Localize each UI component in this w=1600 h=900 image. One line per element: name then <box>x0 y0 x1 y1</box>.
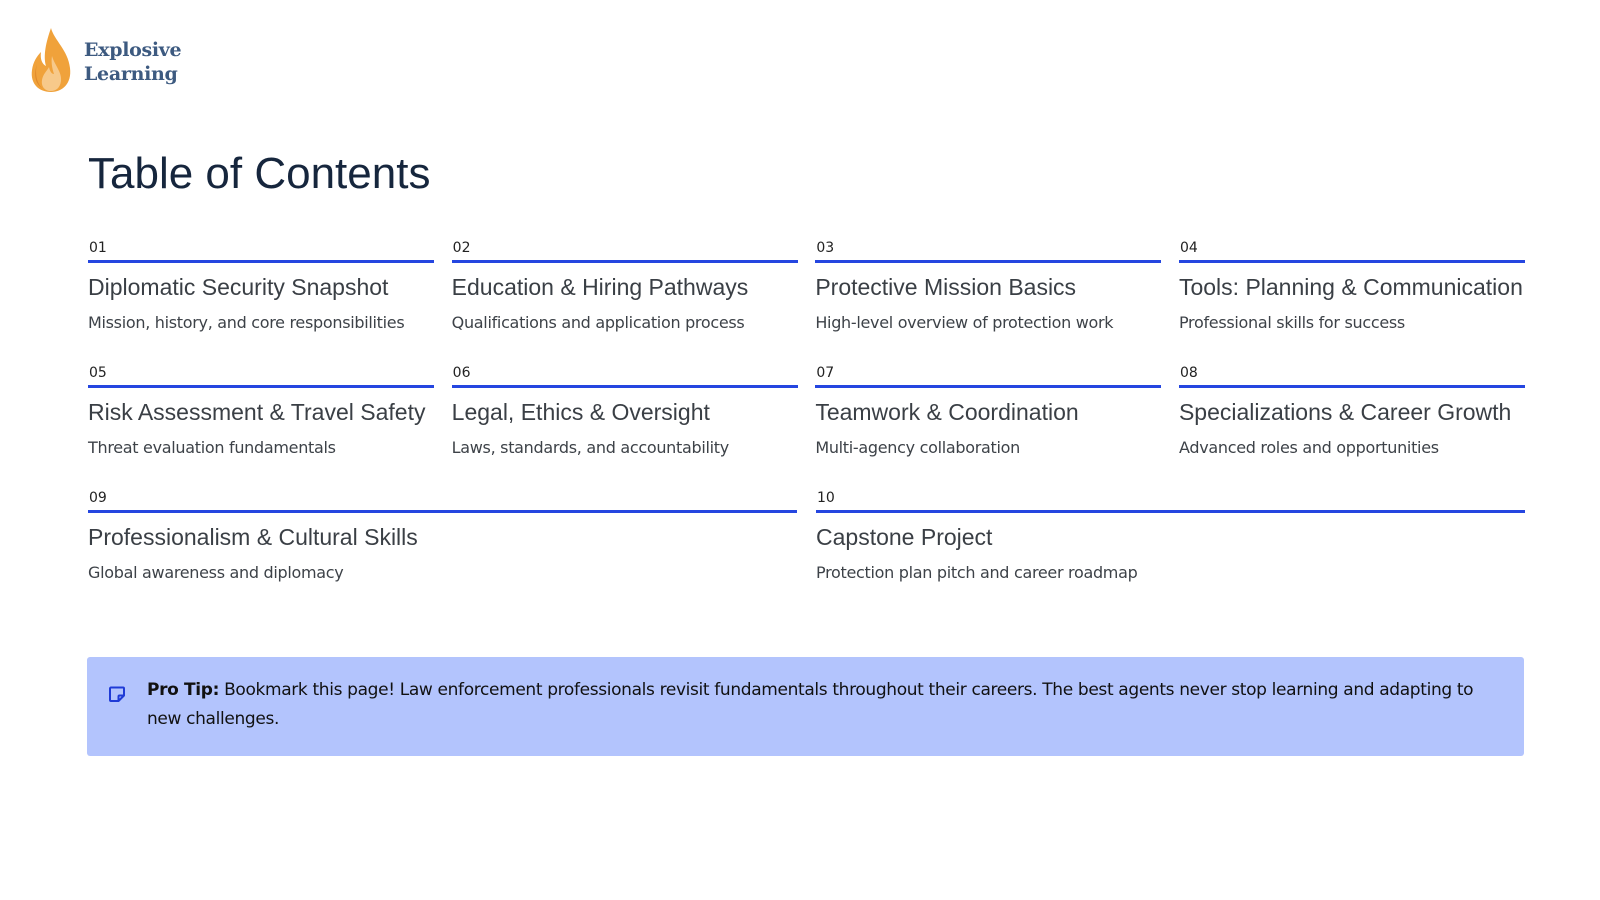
brand-name <box>84 34 181 86</box>
section-description: Global awareness and diplomacy <box>88 563 344 582</box>
section-divider <box>815 260 1161 263</box>
pro-tip-text <box>147 676 1484 734</box>
section-description: Qualifications and application process <box>451 313 745 332</box>
section-description: Threat evaluation fundamentals <box>88 438 336 457</box>
toc-item-07[interactable] <box>815 365 1161 458</box>
pro-tip-body: Bookmark this page! Law enforcement professionals revisit fundamentals throughout their careers. The best agents never stop learning and adapting to new challenges. <box>147 680 1474 729</box>
section-description: Laws, standards, and accountability <box>451 438 729 457</box>
toc-item-02[interactable] <box>452 240 798 333</box>
section-title: Protective Mission Basics <box>815 274 1077 300</box>
section-title: Risk Assessment & Travel Safety <box>88 399 426 425</box>
toc-item-01[interactable] <box>88 240 434 333</box>
section-number: 01 <box>89 240 107 256</box>
table-of-contents <box>88 240 1525 615</box>
section-description: Advanced roles and opportunities <box>1178 438 1439 457</box>
section-divider <box>88 260 434 263</box>
toc-row-1 <box>88 240 1525 333</box>
brand-line-2: Learning <box>84 63 178 85</box>
note-icon <box>108 685 126 703</box>
section-divider <box>1179 260 1525 263</box>
section-number: 07 <box>816 365 835 381</box>
toc-row-3 <box>88 490 1525 583</box>
section-number: 09 <box>89 490 107 506</box>
brand-logo <box>28 26 181 94</box>
section-divider <box>816 510 1525 513</box>
section-description: High-level overview of protection work <box>815 313 1114 332</box>
section-divider <box>88 385 434 388</box>
toc-row-2 <box>88 365 1525 458</box>
section-number: 06 <box>452 365 471 381</box>
section-number: 04 <box>1179 240 1198 256</box>
section-description: Multi-agency collaboration <box>815 438 1020 457</box>
section-title: Education & Hiring Pathways <box>451 274 749 300</box>
section-description: Mission, history, and core responsibilities <box>88 313 405 332</box>
toc-item-10[interactable] <box>816 490 1525 583</box>
toc-item-03[interactable] <box>815 240 1161 333</box>
section-divider <box>1179 385 1525 388</box>
section-description: Professional skills for success <box>1178 313 1405 332</box>
section-title: Professionalism & Cultural Skills <box>88 524 418 550</box>
section-number: 08 <box>1179 365 1198 381</box>
section-divider <box>815 385 1161 388</box>
brand-line-1: Explosive <box>84 39 182 61</box>
section-divider <box>88 510 797 513</box>
toc-item-06[interactable] <box>452 365 798 458</box>
section-number: 10 <box>817 490 835 506</box>
toc-item-08[interactable] <box>1179 365 1525 458</box>
section-title: Diplomatic Security Snapshot <box>88 274 389 300</box>
section-description: Protection plan pitch and career roadmap <box>816 563 1138 582</box>
section-divider <box>452 385 798 388</box>
section-number: 05 <box>89 365 107 381</box>
toc-item-04[interactable] <box>1179 240 1525 333</box>
flame-icon <box>28 26 74 94</box>
pro-tip-callout <box>87 657 1524 756</box>
toc-item-09[interactable] <box>88 490 797 583</box>
section-divider <box>452 260 798 263</box>
section-title: Specializations & Career Growth <box>1178 399 1512 425</box>
section-title: Legal, Ethics & Oversight <box>451 399 710 425</box>
pro-tip-label: Pro Tip: <box>147 680 220 700</box>
section-number: 02 <box>452 240 471 256</box>
section-title: Capstone Project <box>816 524 993 550</box>
section-number: 03 <box>816 240 835 256</box>
toc-item-05[interactable] <box>88 365 434 458</box>
page-title: Table of Contents <box>88 149 431 198</box>
section-title: Tools: Planning & Communication <box>1178 274 1523 300</box>
section-title: Teamwork & Coordination <box>815 399 1079 425</box>
